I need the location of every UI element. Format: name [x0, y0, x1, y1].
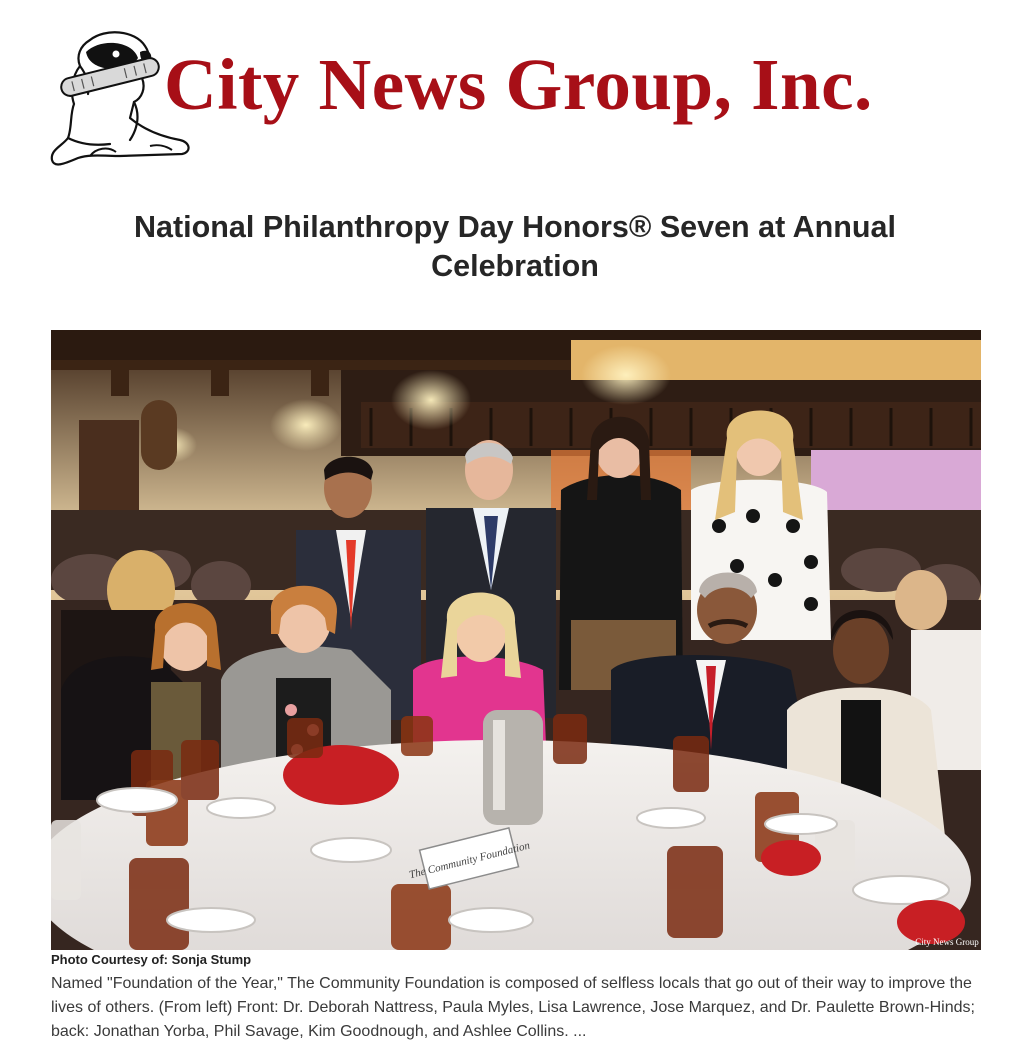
photo-credit: [51, 952, 251, 967]
brand-name[interactable]: City News Group, Inc.: [164, 44, 873, 125]
photo-watermark: City News Group: [915, 937, 979, 947]
article-title: National Philanthropy Day Honors® Seven at Annual Celebration: [134, 210, 896, 283]
table-card-text: The Community Foundation: [407, 839, 532, 882]
photo-caption: Named "Foundation of the Year," The Community Foundation is composed of selfless locals that go out of their way to improve the lives of others. (From left) Front: Dr. Deborah Nattress, Paula Myles, Lisa Lawrence, Jose Marquez, and Dr. Paulette Brown-Hinds; back: Jonathan Yorba, Phil Savage, Kim Goodnough, and Ashlee Collins. ...: [51, 975, 975, 1040]
photo-credit-label: Photo Courtesy of:: [51, 952, 168, 967]
site-header: [50, 28, 980, 178]
photo-credit-name: Sonja Stump: [171, 952, 252, 967]
article-photo: [51, 330, 981, 950]
